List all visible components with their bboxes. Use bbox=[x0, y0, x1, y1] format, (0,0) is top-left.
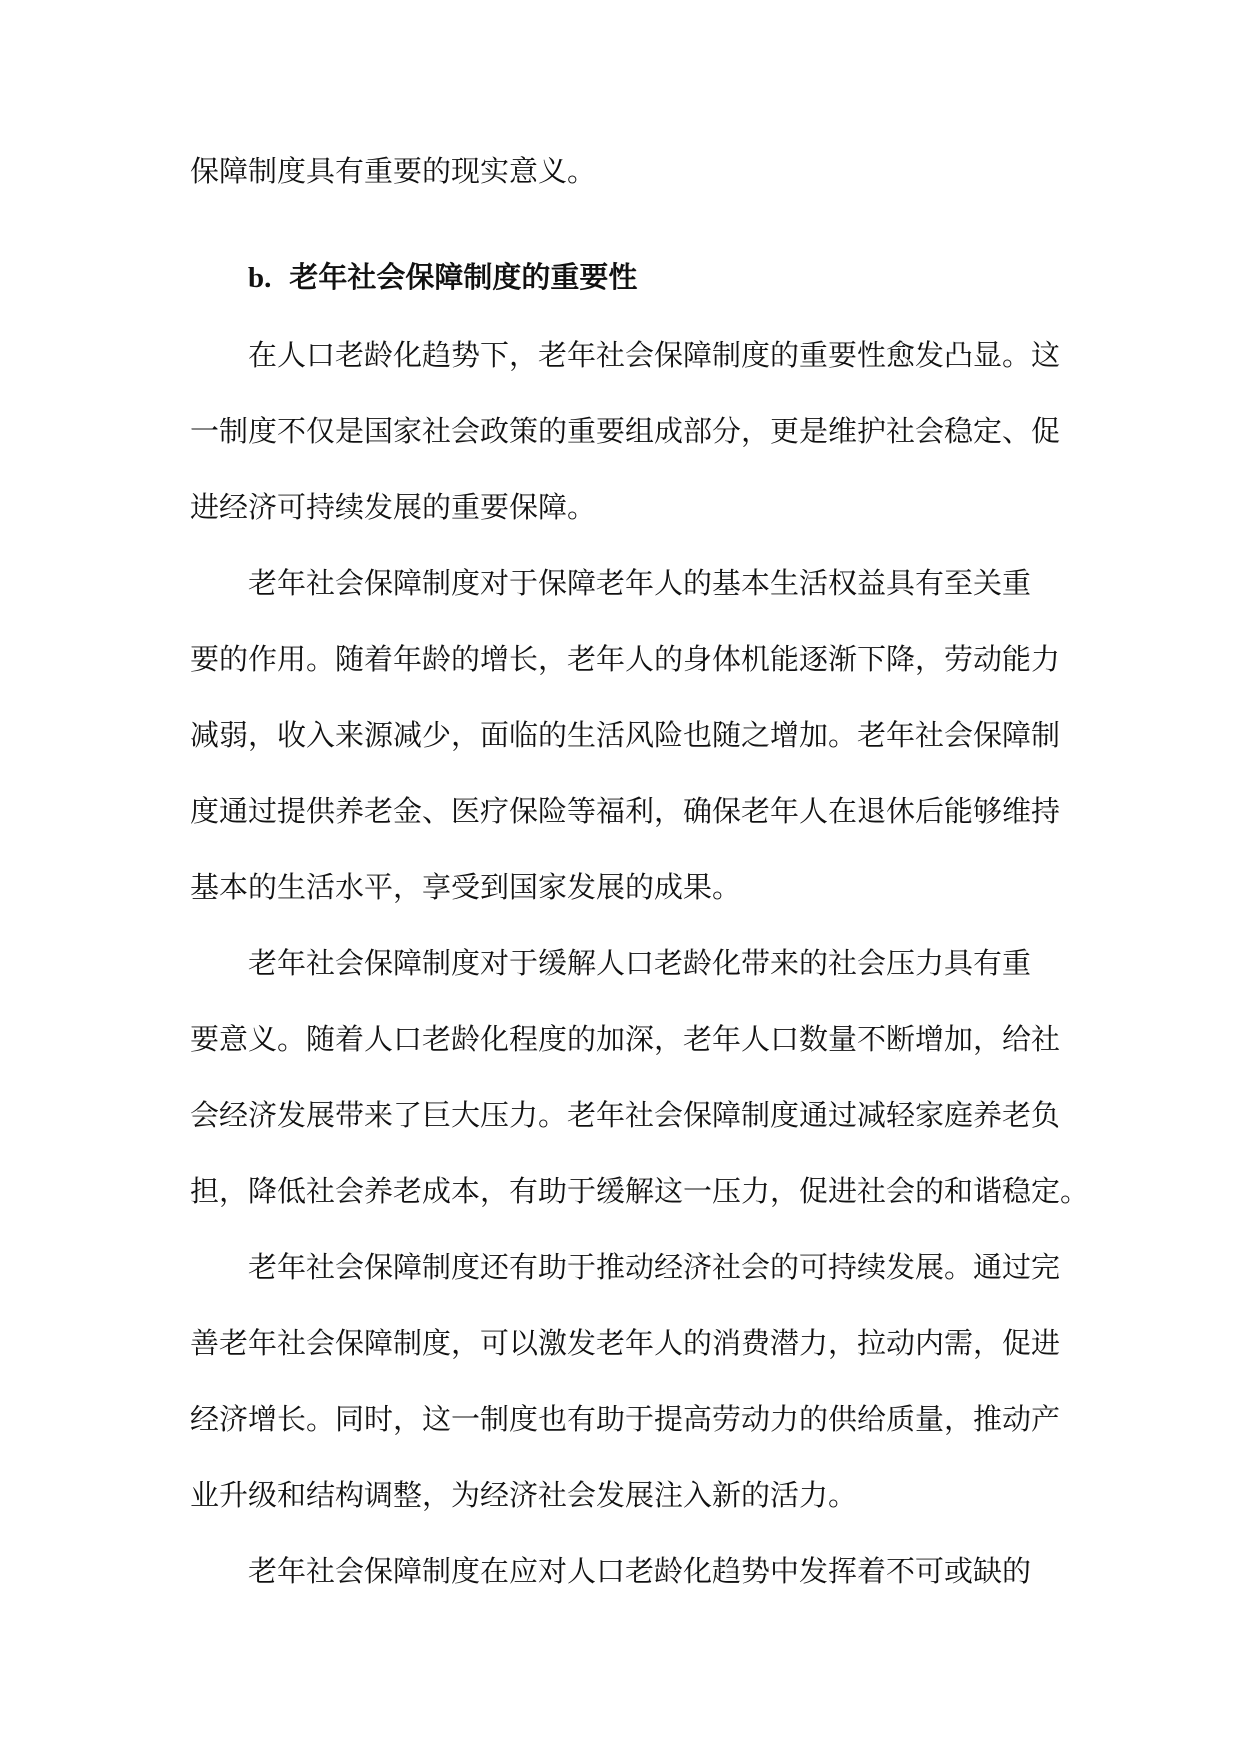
section-heading-label: b. bbox=[248, 262, 272, 294]
paragraph-2-line-4: 度通过提供养老金、医疗保险等福利，确保老年人在退休后能够维持 bbox=[190, 794, 1061, 828]
paragraph-4-line-2: 善老年社会保障制度，可以激发老年人的消费潜力，拉动内需，促进 bbox=[190, 1326, 1061, 1360]
paragraph-2-line-3: 减弱，收入来源减少，面临的生活风险也随之增加。老年社会保障制 bbox=[190, 718, 1061, 752]
paragraph-3-line-1: 老年社会保障制度对于缓解人口老龄化带来的社会压力具有重 bbox=[248, 946, 1032, 980]
paragraph-1-line-2: 一制度不仅是国家社会政策的重要组成部分，更是维护社会稳定、促 bbox=[190, 414, 1061, 448]
paragraph-2-line-5: 基本的生活水平，享受到国家发展的成果。 bbox=[190, 870, 742, 904]
paragraph-4-line-1: 老年社会保障制度还有助于推动经济社会的可持续发展。通过完 bbox=[248, 1250, 1061, 1284]
paragraph-2-line-2: 要的作用。随着年龄的增长，老年人的身体机能逐渐下降，劳动能力 bbox=[190, 642, 1061, 676]
paragraph-4-line-3: 经济增长。同时，这一制度也有助于提高劳动力的供给质量，推动产 bbox=[190, 1402, 1061, 1436]
paragraph-2-line-1: 老年社会保障制度对于保障老年人的基本生活权益具有至关重 bbox=[248, 566, 1032, 600]
paragraph-1-line-3: 进经济可持续发展的重要保障。 bbox=[190, 490, 597, 524]
intro-line: 保障制度具有重要的现实意义。 bbox=[190, 154, 597, 188]
paragraph-3-line-3: 会经济发展带来了巨大压力。老年社会保障制度通过减轻家庭养老负 bbox=[190, 1098, 1061, 1132]
paragraph-5-line-1: 老年社会保障制度在应对人口老龄化趋势中发挥着不可或缺的 bbox=[248, 1554, 1032, 1588]
paragraph-3-line-2: 要意义。随着人口老龄化程度的加深，老年人口数量不断增加，给社 bbox=[190, 1022, 1061, 1056]
section-heading bbox=[248, 257, 637, 298]
paragraph-1-line-1: 在人口老龄化趋势下，老年社会保障制度的重要性愈发凸显。这 bbox=[248, 338, 1061, 372]
paragraph-4-line-4: 业升级和结构调整，为经济社会发展注入新的活力。 bbox=[190, 1478, 858, 1512]
section-heading-title: 老年社会保障制度的重要性 bbox=[289, 260, 638, 294]
paragraph-3-line-4: 担，降低社会养老成本，有助于缓解这一压力，促进社会的和谐稳定。 bbox=[190, 1174, 1090, 1208]
